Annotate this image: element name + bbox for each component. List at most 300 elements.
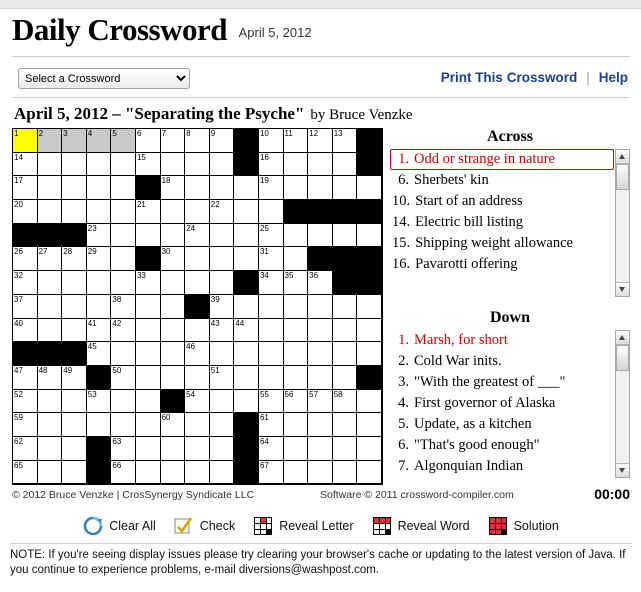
- grid-cell[interactable]: [333, 129, 358, 153]
- grid-cell[interactable]: [185, 437, 210, 461]
- grid-cell[interactable]: [333, 153, 358, 177]
- grid-cell[interactable]: [13, 413, 38, 437]
- grid-cell[interactable]: [333, 224, 358, 248]
- grid-block: [38, 224, 63, 248]
- reveal-word-icon: [372, 516, 392, 536]
- grid-cell[interactable]: [333, 295, 358, 319]
- cell-number: 56: [284, 389, 294, 399]
- grid-cell[interactable]: [259, 366, 284, 390]
- grid-block: [185, 295, 210, 319]
- grid-cell[interactable]: [333, 176, 358, 200]
- check-icon: [174, 516, 194, 536]
- crossword-grid-container[interactable]: [12, 128, 383, 485]
- header-date: April 5, 2012: [238, 25, 312, 40]
- cell-number: 22: [210, 200, 220, 210]
- grid-cell[interactable]: [136, 413, 161, 437]
- grid-cell[interactable]: [13, 153, 38, 177]
- grid-cell[interactable]: [111, 224, 136, 248]
- grid-cell[interactable]: [136, 366, 161, 390]
- grid-cell[interactable]: [284, 413, 309, 437]
- clue-number: 10.: [392, 193, 411, 209]
- clue-number: 1.: [398, 332, 409, 348]
- cell-number: 42: [112, 318, 122, 328]
- down-clue-item[interactable]: [390, 435, 614, 456]
- crossword-select[interactable]: [18, 68, 190, 89]
- grid-cell[interactable]: [185, 176, 210, 200]
- across-scrollbar[interactable]: [615, 149, 630, 297]
- grid-cell[interactable]: [62, 319, 87, 343]
- grid-cell[interactable]: [161, 437, 186, 461]
- grid-cell[interactable]: [62, 153, 87, 177]
- grid-cell[interactable]: [62, 200, 87, 224]
- grid-cell[interactable]: [308, 319, 333, 343]
- grid-block: [333, 247, 358, 271]
- clue-text: "With the greatest of ___": [414, 374, 566, 390]
- clue-number: 6.: [398, 437, 409, 453]
- grid-cell[interactable]: [136, 200, 161, 224]
- cell-number: 5: [112, 129, 117, 138]
- grid-cell[interactable]: [234, 247, 259, 271]
- grid-cell[interactable]: [259, 247, 284, 271]
- grid-cell[interactable]: [259, 224, 284, 248]
- across-clue-item[interactable]: [390, 254, 614, 275]
- grid-cell[interactable]: [357, 342, 382, 366]
- grid-cell[interactable]: [136, 129, 161, 153]
- grid-cell[interactable]: [62, 129, 87, 153]
- grid-cell[interactable]: [210, 129, 235, 153]
- grid-cell[interactable]: [161, 271, 186, 295]
- cell-number: 28: [63, 247, 73, 257]
- cell-number: 67: [259, 460, 269, 470]
- grid-cell[interactable]: [308, 461, 333, 485]
- down-clue-item[interactable]: [390, 372, 614, 393]
- grid-cell[interactable]: [333, 413, 358, 437]
- chevron-down-icon: [619, 468, 625, 473]
- grid-cell[interactable]: [111, 153, 136, 177]
- grid-cell[interactable]: [161, 200, 186, 224]
- grid-cell[interactable]: [87, 200, 112, 224]
- grid-cell[interactable]: [210, 319, 235, 343]
- grid-cell[interactable]: [185, 129, 210, 153]
- grid-cell[interactable]: [234, 366, 259, 390]
- across-scroll-down-button[interactable]: [616, 282, 629, 296]
- cell-number: 38: [112, 294, 122, 304]
- grid-cell[interactable]: [13, 437, 38, 461]
- clue-number: 15.: [392, 235, 411, 251]
- grid-cell[interactable]: [62, 295, 87, 319]
- grid-cell[interactable]: [38, 153, 63, 177]
- grid-cell[interactable]: [308, 224, 333, 248]
- grid-cell[interactable]: [136, 224, 161, 248]
- down-scroll-up-button[interactable]: [616, 331, 629, 345]
- grid-cell[interactable]: [38, 271, 63, 295]
- grid-cell[interactable]: [308, 437, 333, 461]
- grid-cell[interactable]: [38, 366, 63, 390]
- grid-cell[interactable]: [62, 247, 87, 271]
- grid-cell[interactable]: [136, 271, 161, 295]
- grid-cell[interactable]: [38, 129, 63, 153]
- grid-cell[interactable]: [62, 271, 87, 295]
- cell-number: 43: [210, 318, 220, 328]
- grid-cell[interactable]: [185, 413, 210, 437]
- grid-cell[interactable]: [38, 390, 63, 414]
- down-clue-item[interactable]: [390, 393, 614, 414]
- grid-cell[interactable]: [87, 153, 112, 177]
- grid-cell[interactable]: [284, 176, 309, 200]
- cell-number: 30: [161, 247, 171, 257]
- grid-cell[interactable]: [111, 200, 136, 224]
- grid-cell[interactable]: [38, 437, 63, 461]
- cell-number: 46: [186, 342, 196, 352]
- grid-cell[interactable]: [210, 437, 235, 461]
- grid-cell[interactable]: [62, 437, 87, 461]
- grid-cell[interactable]: [210, 247, 235, 271]
- grid-cell[interactable]: [308, 413, 333, 437]
- grid-cell[interactable]: [136, 342, 161, 366]
- cell-number: 57: [309, 389, 319, 399]
- grid-cell[interactable]: [357, 461, 382, 485]
- across-scroll-up-button[interactable]: [616, 150, 629, 164]
- grid-cell[interactable]: [210, 366, 235, 390]
- grid-cell[interactable]: [210, 413, 235, 437]
- grid-cell[interactable]: [333, 342, 358, 366]
- grid-cell[interactable]: [308, 153, 333, 177]
- grid-cell[interactable]: [136, 461, 161, 485]
- grid-cell[interactable]: [38, 319, 63, 343]
- grid-cell[interactable]: [161, 295, 186, 319]
- grid-cell[interactable]: [185, 366, 210, 390]
- grid-cell[interactable]: [259, 461, 284, 485]
- grid-cell[interactable]: [136, 295, 161, 319]
- action-label: Check: [199, 519, 236, 533]
- down-clue-item[interactable]: [390, 351, 614, 372]
- grid-cell[interactable]: [185, 461, 210, 485]
- grid-cell[interactable]: [357, 319, 382, 343]
- cell-number: 17: [14, 176, 23, 186]
- across-clue-item[interactable]: [390, 212, 614, 233]
- grid-cell[interactable]: [62, 390, 87, 414]
- grid-cell[interactable]: [87, 271, 112, 295]
- grid-cell[interactable]: [308, 176, 333, 200]
- grid-cell[interactable]: [185, 153, 210, 177]
- cell-number: 35: [284, 271, 294, 281]
- help-link[interactable]: Help: [598, 70, 628, 85]
- grid-cell[interactable]: [87, 295, 112, 319]
- grid-cell[interactable]: [136, 437, 161, 461]
- grid-cell[interactable]: [210, 461, 235, 485]
- cell-number: 52: [14, 389, 23, 399]
- grid-cell[interactable]: [357, 390, 382, 414]
- cell-number: 48: [38, 365, 48, 375]
- grid-cell[interactable]: [308, 366, 333, 390]
- across-clue-item[interactable]: [390, 191, 614, 212]
- grid-cell[interactable]: [234, 319, 259, 343]
- grid-cell[interactable]: [284, 271, 309, 295]
- grid-cell[interactable]: [234, 342, 259, 366]
- action-label: Reveal Letter: [279, 519, 354, 533]
- grid-cell[interactable]: [13, 200, 38, 224]
- grid-cell[interactable]: [185, 247, 210, 271]
- grid-cell[interactable]: [111, 413, 136, 437]
- grid-cell[interactable]: [111, 319, 136, 343]
- grid-cell[interactable]: [308, 390, 333, 414]
- grid-cell[interactable]: [161, 461, 186, 485]
- grid-cell[interactable]: [161, 366, 186, 390]
- cell-number: 4: [87, 129, 93, 138]
- grid-cell[interactable]: [185, 319, 210, 343]
- grid-block: [234, 413, 259, 437]
- grid-cell[interactable]: [185, 271, 210, 295]
- header-divider: [12, 56, 630, 57]
- cell-number: 12: [309, 129, 319, 138]
- grid-cell[interactable]: [308, 342, 333, 366]
- grid-cell[interactable]: [259, 342, 284, 366]
- grid-cell[interactable]: [333, 461, 358, 485]
- software-credit-text: Software © 2011 crossword-compiler.com: [320, 489, 514, 501]
- grid-cell[interactable]: [259, 437, 284, 461]
- grid-cell[interactable]: [284, 247, 309, 271]
- clue-text: Odd or strange in nature: [414, 151, 555, 167]
- grid-cell[interactable]: [13, 247, 38, 271]
- grid-cell[interactable]: [38, 461, 63, 485]
- print-crossword-link[interactable]: Print This Crossword: [440, 70, 578, 85]
- across-scroll-thumb[interactable]: [616, 164, 629, 190]
- grid-cell[interactable]: [333, 319, 358, 343]
- grid-cell[interactable]: [259, 153, 284, 177]
- down-clue-list[interactable]: [390, 330, 614, 478]
- down-clue-item[interactable]: [390, 456, 614, 477]
- grid-cell[interactable]: [284, 129, 309, 153]
- down-scrollbar[interactable]: [615, 330, 630, 478]
- cell-number: 32: [14, 271, 23, 281]
- grid-cell[interactable]: [13, 390, 38, 414]
- grid-cell[interactable]: [136, 390, 161, 414]
- cell-number: 44: [235, 318, 245, 328]
- chevron-up-icon: [619, 154, 625, 159]
- grid-cell[interactable]: [234, 390, 259, 414]
- grid-cell[interactable]: [87, 319, 112, 343]
- puzzle-author: by Bruce Venzke: [310, 107, 413, 123]
- cell-number: 8: [186, 129, 191, 138]
- cell-number: 49: [63, 365, 73, 375]
- puzzle-title-row: [14, 104, 632, 124]
- clear-all-button[interactable]: [83, 516, 156, 536]
- grid-cell[interactable]: [185, 342, 210, 366]
- grid-cell[interactable]: [111, 437, 136, 461]
- down-clue-item[interactable]: [390, 414, 614, 435]
- across-clue-list[interactable]: [390, 149, 614, 297]
- across-heading: Across: [487, 128, 533, 145]
- grid-cell[interactable]: [259, 271, 284, 295]
- grid-cell[interactable]: [87, 176, 112, 200]
- reveal-letter-button[interactable]: [253, 516, 353, 536]
- grid-block: [333, 200, 358, 224]
- grid-cell[interactable]: [13, 271, 38, 295]
- crossword-grid[interactable]: [13, 129, 382, 485]
- grid-block: [333, 271, 358, 295]
- grid-cell[interactable]: [87, 390, 112, 414]
- grid-cell[interactable]: [185, 200, 210, 224]
- check-button[interactable]: [174, 516, 235, 536]
- grid-cell[interactable]: [210, 295, 235, 319]
- across-clue-item[interactable]: [390, 233, 614, 254]
- grid-cell[interactable]: [136, 153, 161, 177]
- grid-cell[interactable]: [62, 461, 87, 485]
- grid-cell[interactable]: [161, 247, 186, 271]
- grid-cell[interactable]: [111, 247, 136, 271]
- cell-number: 45: [87, 342, 97, 352]
- grid-cell[interactable]: [259, 413, 284, 437]
- grid-cell[interactable]: [38, 413, 63, 437]
- grid-cell[interactable]: [62, 176, 87, 200]
- grid-cell[interactable]: [234, 224, 259, 248]
- grid-cell[interactable]: [259, 176, 284, 200]
- cell-number: 34: [259, 271, 269, 281]
- down-scroll-down-button[interactable]: [616, 463, 629, 477]
- grid-cell[interactable]: [308, 271, 333, 295]
- grid-cell[interactable]: [259, 129, 284, 153]
- grid-cell[interactable]: [357, 176, 382, 200]
- grid-block: [357, 200, 382, 224]
- grid-cell[interactable]: [13, 129, 38, 153]
- grid-cell[interactable]: [308, 295, 333, 319]
- clue-text: Algonquian Indian: [414, 458, 524, 474]
- grid-cell[interactable]: [259, 200, 284, 224]
- grid-cell[interactable]: [210, 342, 235, 366]
- cell-number: 11: [284, 129, 293, 138]
- down-clue-item[interactable]: [390, 330, 614, 351]
- across-clue-item[interactable]: [390, 170, 614, 191]
- grid-cell[interactable]: [308, 129, 333, 153]
- grid-cell[interactable]: [284, 366, 309, 390]
- grid-cell[interactable]: [161, 153, 186, 177]
- grid-cell[interactable]: [333, 390, 358, 414]
- grid-cell[interactable]: [357, 413, 382, 437]
- grid-cell[interactable]: [87, 413, 112, 437]
- grid-cell[interactable]: [210, 390, 235, 414]
- grid-cell[interactable]: [161, 413, 186, 437]
- grid-cell[interactable]: [259, 319, 284, 343]
- grid-cell[interactable]: [87, 129, 112, 153]
- grid-cell[interactable]: [259, 390, 284, 414]
- clue-number: 5.: [398, 416, 409, 432]
- grid-cell[interactable]: [161, 224, 186, 248]
- grid-cell[interactable]: [284, 153, 309, 177]
- grid-cell[interactable]: [333, 366, 358, 390]
- reveal-word-button[interactable]: [372, 516, 470, 536]
- grid-cell[interactable]: [234, 200, 259, 224]
- grid-cell[interactable]: [357, 224, 382, 248]
- cell-number: 51: [210, 365, 220, 375]
- grid-cell[interactable]: [87, 247, 112, 271]
- grid-cell[interactable]: [161, 129, 186, 153]
- grid-cell[interactable]: [38, 200, 63, 224]
- cell-number: 41: [87, 318, 97, 328]
- down-clue-box: [390, 330, 630, 478]
- grid-cell[interactable]: [284, 390, 309, 414]
- solution-button[interactable]: [488, 516, 559, 536]
- grid-cell[interactable]: [284, 224, 309, 248]
- cell-number: 62: [14, 436, 23, 446]
- grid-cell[interactable]: [111, 271, 136, 295]
- grid-cell[interactable]: [13, 176, 38, 200]
- grid-cell[interactable]: [259, 295, 284, 319]
- reveal-letter-icon: [253, 516, 273, 536]
- grid-cell[interactable]: [210, 271, 235, 295]
- grid-cell[interactable]: [111, 176, 136, 200]
- grid-cell[interactable]: [13, 461, 38, 485]
- grid-cell[interactable]: [284, 319, 309, 343]
- grid-cell[interactable]: [13, 319, 38, 343]
- cell-number: 26: [14, 247, 23, 257]
- cell-number: 66: [112, 460, 122, 470]
- grid-cell[interactable]: [161, 342, 186, 366]
- across-clue-item[interactable]: [390, 149, 614, 170]
- grid-cell[interactable]: [111, 366, 136, 390]
- grid-cell[interactable]: [284, 295, 309, 319]
- grid-cell[interactable]: [111, 461, 136, 485]
- grid-block: [87, 437, 112, 461]
- down-heading: Down: [489, 309, 530, 326]
- toolbar-separator: |: [586, 70, 590, 85]
- grid-block: [13, 342, 38, 366]
- grid-cell[interactable]: [333, 437, 358, 461]
- grid-cell[interactable]: [185, 224, 210, 248]
- puzzle-title: April 5, 2012 – "Separating the Psyche": [14, 104, 305, 123]
- grid-cell[interactable]: [111, 342, 136, 366]
- grid-cell[interactable]: [111, 295, 136, 319]
- grid-cell[interactable]: [284, 342, 309, 366]
- grid-cell[interactable]: [38, 295, 63, 319]
- grid-cell[interactable]: [161, 319, 186, 343]
- grid-cell[interactable]: [234, 176, 259, 200]
- grid-cell[interactable]: [357, 295, 382, 319]
- clue-number: 6.: [398, 172, 409, 188]
- grid-block: [87, 461, 112, 485]
- grid-cell[interactable]: [210, 200, 235, 224]
- grid-cell[interactable]: [87, 342, 112, 366]
- grid-cell[interactable]: [62, 366, 87, 390]
- down-scroll-thumb[interactable]: [616, 345, 629, 371]
- grid-cell[interactable]: [62, 413, 87, 437]
- grid-cell[interactable]: [111, 390, 136, 414]
- grid-cell[interactable]: [136, 319, 161, 343]
- grid-cell[interactable]: [357, 437, 382, 461]
- grid-cell[interactable]: [13, 295, 38, 319]
- grid-cell[interactable]: [210, 153, 235, 177]
- grid-cell[interactable]: [284, 437, 309, 461]
- grid-cell[interactable]: [38, 247, 63, 271]
- grid-cell[interactable]: [210, 176, 235, 200]
- grid-cell[interactable]: [38, 176, 63, 200]
- grid-cell[interactable]: [185, 390, 210, 414]
- grid-block: [234, 129, 259, 153]
- grid-cell[interactable]: [234, 295, 259, 319]
- grid-cell[interactable]: [13, 366, 38, 390]
- grid-cell[interactable]: [111, 129, 136, 153]
- grid-cell[interactable]: [210, 224, 235, 248]
- cell-number: 59: [14, 413, 23, 423]
- grid-block: [308, 200, 333, 224]
- cell-number: 33: [136, 271, 146, 281]
- grid-block: [357, 153, 382, 177]
- grid-cell[interactable]: [161, 176, 186, 200]
- browser-chrome-strip: [0, 0, 641, 9]
- cell-number: 9: [210, 129, 216, 138]
- grid-cell[interactable]: [87, 224, 112, 248]
- grid-cell[interactable]: [284, 461, 309, 485]
- cell-number: 65: [14, 460, 23, 470]
